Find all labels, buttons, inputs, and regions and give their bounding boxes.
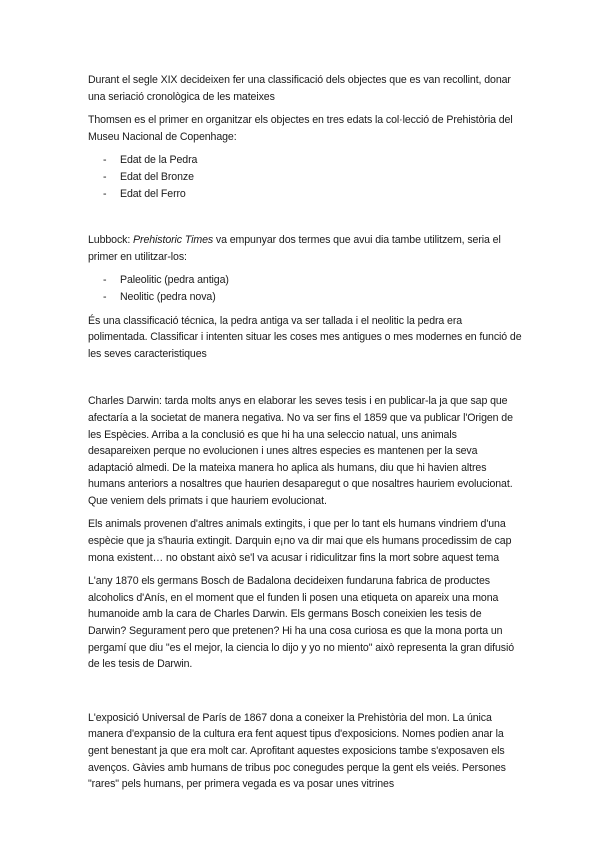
list-item: - Edat del Ferro [88,186,522,203]
list-lubbock-terms [88,272,522,305]
list-item: - Neolitic (pedra nova) [88,289,522,306]
list-three-ages [88,152,522,202]
list-item: - Edat de la Pedra [88,152,522,169]
paragraph-bosch-brothers: L'any 1870 els germans Bosch de Badalona decideixen fundaruna fabrica de productes alcoholics d'Anís, en el moment que el funden li posen una etiqueta on apareix una mona humanoide amb la cara de Charles Darwin. Els germans Bosch coneixien les tesis de Darwin? Segurament pero que pretenen? Hi ha una cosa curiosa es que la mona porta un pergamí que diu "es el mejor, la ciencia lo dijo y yo no miento" això representa la gran difusió de les tesis de Darwin. [88,575,515,671]
paragraph-technical-classification: És una classificació técnica, la pedra antiga va ser tallada i el neolitic la pedra era polimentada. Classificar i intenten situar les coses mes antigues o mes modernes en funció de les seves caracteristiques [88,314,522,360]
paragraph-universal-exposition: L'exposició Universal de París de 1867 dona a coneixer la Prehistòria del mon. La única manera d'expansio de la cultura era fent aquest tipus d'exposicions. Nomes podien anar la gent benestant ja que era molt car. Aprofitant aquestes exposicions tambe s'exposaven els avenços. Gàvies amb humans de tribus poc conegudes perque la gent els veiés. Persones "rares" pels humans, per primera vegada es va posar unes vitrines [88,711,506,791]
book-title: Prehistoric Times [133,234,214,247]
paragraph-extinct-animals: Els animals provenen d'altres animals extingits, i que per lo tant els humans vindriem d'una espècie que ja s'hauria extingit. Darquin e¡no va dir mai que els humans procedissim de cap mona existent… no obstant això se'l va acusar i ridiculitzar fins la mort sobre aquest tema [88,518,512,564]
paragraph-lubbock [88,232,522,265]
lubbock-prefix: Lubbock: [88,234,134,247]
list-item: - Paleolitic (pedra antiga) [88,272,522,289]
paragraph-classification-intro: Durant el segle XIX decideixen fer una classificació dels objectes que es van recollint, donar una seriació cronològica de les mateixes [88,74,511,103]
spacer [88,209,522,232]
lubbock-rest: va empunyar dos termes que avui dia tambe utilitzem, seria el primer en utilitzar-los: [88,234,501,263]
paragraph-thomsen: Thomsen es el primer en organitzar els objectes en tres edats la col·lecció de Prehistòria del Museu Nacional de Copenhage: [88,114,513,143]
list-item: - Edat del Bronze [88,169,522,186]
paragraph-darwin: Charles Darwin: tarda molts anys en elaborar les seves tesis i en publicar-la ja que sap que afectaría a la societat de manera negativa. No va ser fins el 1859 que va publicar l'Origen de les Espècies. Arriba a la conclusió es que hi ha una seleccio natual, uns animals desapareixen perque no evolucionen i unes altres especies es mantenen per la seva adaptació almedi. De la mateixa manera ho aplica als humans, diu que hi havien altres humans anteriors a nosaltres que haurien desaparegut o que nosaltres hauriem evolucionat. Que veniem dels primats i que hauriem evolucionat. [88,395,513,507]
